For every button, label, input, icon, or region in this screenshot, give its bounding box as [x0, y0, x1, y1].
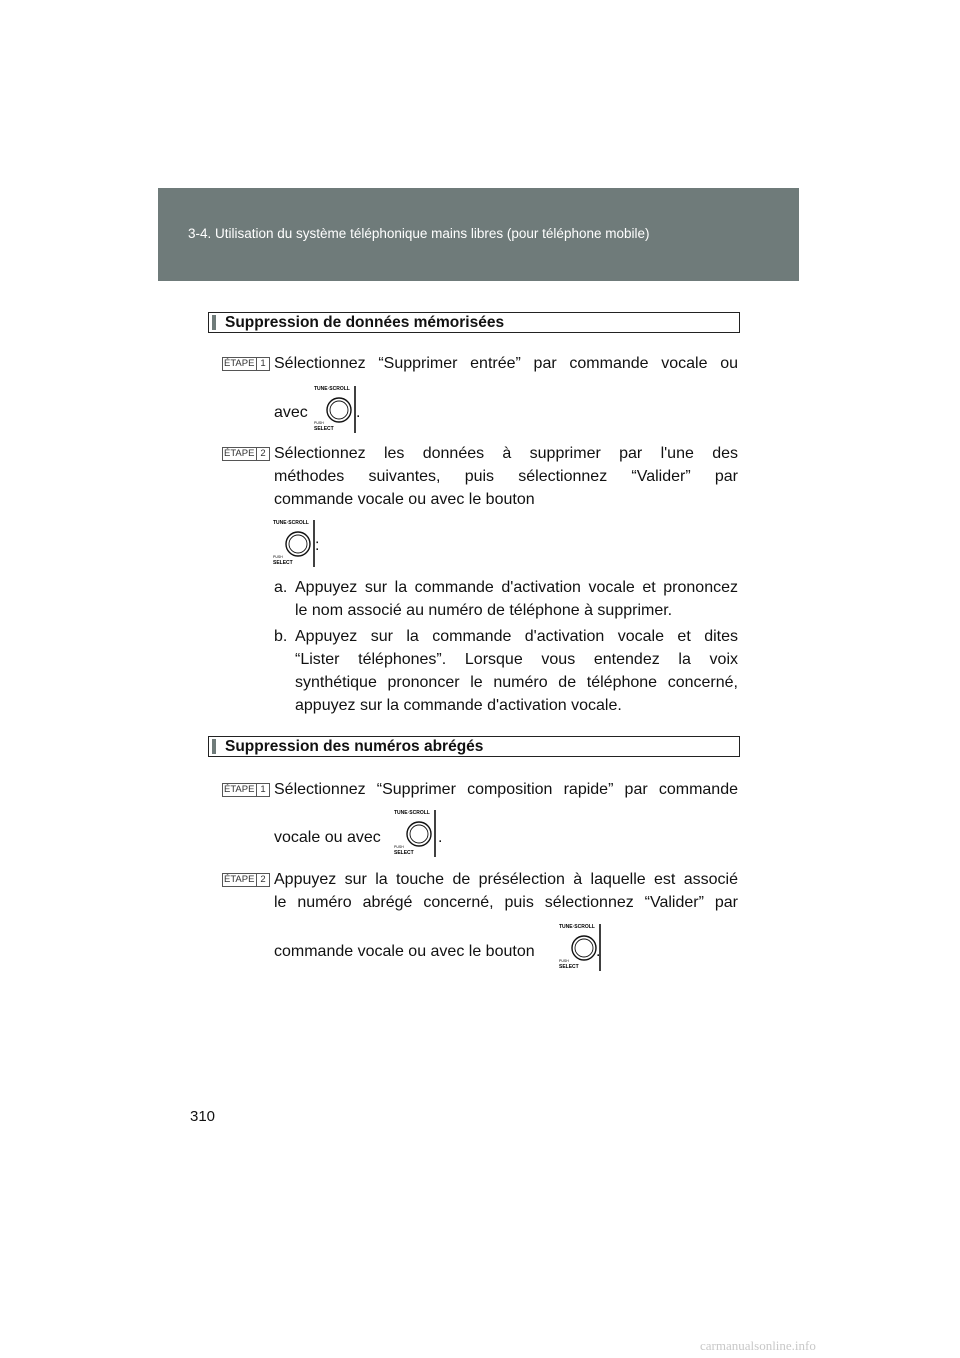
- step-text: Sélectionnez “Supprimer entrée” par commande vocale ou: [274, 355, 738, 372]
- chapter-header: [158, 188, 799, 281]
- step-text: avec: [274, 404, 308, 421]
- step-text: :: [315, 537, 320, 554]
- svg-text:PUSH: PUSH: [559, 959, 569, 963]
- step-text: .: [438, 829, 443, 846]
- svg-text:PUSH: PUSH: [273, 555, 283, 559]
- svg-text:SELECT: SELECT: [394, 850, 414, 856]
- step-tag: ÉTAPE 2: [222, 447, 270, 461]
- step-text: commande vocale ou avec le bouton: [274, 491, 535, 508]
- tune-scroll-knob-icon: [270, 516, 318, 568]
- svg-text:PUSH: PUSH: [314, 421, 324, 425]
- svg-text:TUNE·SCROLL: TUNE·SCROLL: [314, 386, 350, 392]
- svg-text:SELECT: SELECT: [559, 964, 579, 970]
- option-text: Appuyez sur la commande d'activation vocale et prononcez: [295, 579, 738, 596]
- step-text: .: [356, 404, 361, 421]
- tune-scroll-knob-icon: [391, 806, 439, 858]
- option-text: “Lister téléphones”. Lorsque vous entendez la voix: [295, 651, 738, 668]
- chapter-title: 3-4. Utilisation du système téléphonique mains libres (pour téléphone mobile): [188, 226, 650, 241]
- option-text: le nom associé au numéro de téléphone à supprimer.: [295, 602, 673, 619]
- section-title-box-stored-data: [208, 312, 740, 333]
- step-text: méthodes suivantes, puis sélectionnez “Valider” par: [274, 468, 738, 485]
- svg-text:PUSH: PUSH: [394, 845, 404, 849]
- section-title-box-speed-dials: [208, 736, 740, 757]
- step-tag: ÉTAPE 1: [222, 357, 270, 371]
- step-text: Appuyez sur la touche de présélection à laquelle est associé: [274, 871, 738, 888]
- page-number: 310: [190, 1108, 216, 1125]
- svg-text:SELECT: SELECT: [314, 426, 334, 432]
- step-text: .: [596, 943, 601, 960]
- step-tag: ÉTAPE 2: [222, 873, 270, 887]
- watermark: carmanualsonline.info: [700, 1338, 816, 1353]
- step-text: Sélectionnez “Supprimer composition rapide” par commande: [274, 781, 738, 798]
- option-marker: a.: [274, 579, 288, 596]
- section-marker: [212, 315, 216, 330]
- section-title: Suppression de données mémorisées: [225, 314, 505, 331]
- option-text: appuyez sur la commande d'activation vocale.: [295, 697, 622, 714]
- step-tag: ÉTAPE 1: [222, 783, 270, 797]
- svg-text:TUNE·SCROLL: TUNE·SCROLL: [394, 810, 430, 816]
- step-text: le numéro abrégé concerné, puis sélectionnez “Valider” par: [274, 894, 738, 911]
- option-marker: b.: [274, 628, 288, 645]
- step-text: Sélectionnez les données à supprimer par l'une des: [274, 445, 738, 462]
- svg-text:SELECT: SELECT: [273, 560, 293, 566]
- option-text: synthétique prononcer le numéro de téléphone concerné,: [295, 674, 738, 691]
- section-marker: [212, 739, 216, 754]
- option-text: Appuyez sur la commande d'activation vocale et dites: [295, 628, 738, 645]
- svg-text:TUNE·SCROLL: TUNE·SCROLL: [559, 924, 595, 930]
- svg-text:TUNE·SCROLL: TUNE·SCROLL: [273, 520, 309, 526]
- section-title: Suppression des numéros abrégés: [225, 738, 484, 755]
- step-text: vocale ou avec: [274, 829, 381, 846]
- step-text: commande vocale ou avec le bouton: [274, 943, 535, 960]
- tune-scroll-knob-icon: [311, 382, 359, 434]
